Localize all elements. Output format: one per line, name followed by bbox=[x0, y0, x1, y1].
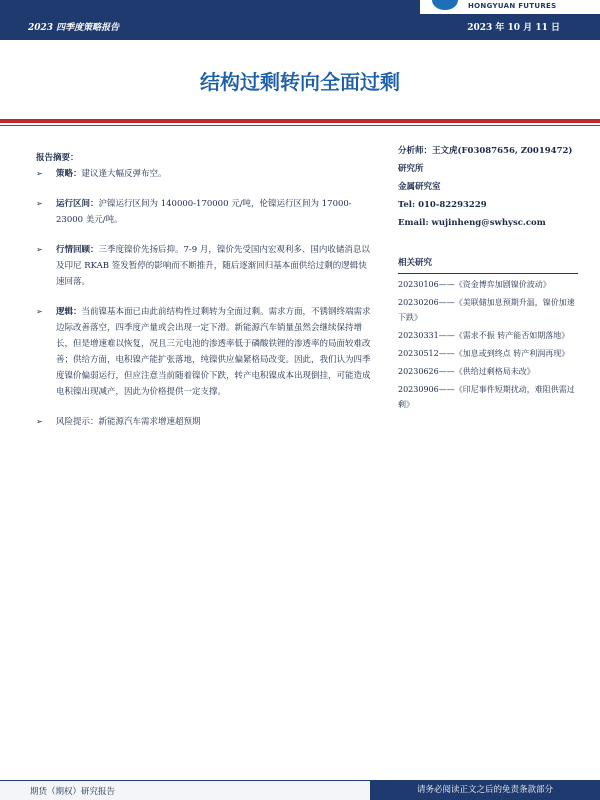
related-item[interactable]: 20230206——《美联储加息预期升温，镍价加速下跌》 bbox=[398, 298, 575, 322]
sidebar-column bbox=[398, 142, 578, 412]
brand-name: HONGYUAN FUTURES bbox=[468, 2, 557, 10]
title-divider-thin bbox=[0, 125, 600, 126]
summary-column bbox=[36, 150, 372, 430]
dept-line: 金属研究室 bbox=[398, 182, 441, 192]
summary-heading: 报告摘要： bbox=[36, 153, 79, 163]
item-text: 当前镍基本面已由此前结构性过剩转为全面过剩。需求方面，不锈钢终端需求边际改善落空，四季度产量或会出现一定下滑。新能源汽车销量虽然会继续保持增长，但是增速难以恢复，况且三元电池的渗透率低于磷酸铁锂的渗透率的局面较难改善；供给方面，电积镍产能扩张落地，纯镍供应偏紧格局改变。因此，我们认为四季度镍价偏弱运行，但应注意当前随着镍价下跌，转产电积镍成本出现倒挂，可能造成电积镍出现减产，因此为价格提供一定支撑。 bbox=[56, 307, 371, 397]
brand-logo bbox=[420, 0, 600, 14]
item-text: 三季度镍价先扬后抑。7-9 月，镍价先受国内宏观利多、国内收储消息以及印尼 RKAB 签发暂停的影响而不断推升，随后逐渐回归基本面供给过剩的逻辑快速回落。 bbox=[56, 245, 370, 287]
arrow-bullet-icon: ➢ bbox=[36, 169, 43, 178]
report-date: 2023 年 10 月 11 日 bbox=[467, 23, 560, 33]
summary-item bbox=[36, 304, 372, 400]
dept-line: 研究所 bbox=[398, 164, 424, 174]
item-label: 行情回顾： bbox=[56, 245, 99, 255]
risk-text: 风险提示：新能源汽车需求增速超预期 bbox=[56, 417, 201, 427]
footer-disclaimer: 请务必阅读正文之后的免责条款部分 bbox=[370, 781, 600, 800]
related-item[interactable]: 20230512——《加息或到终点 转产利润再现》 bbox=[398, 349, 570, 358]
summary-item bbox=[36, 196, 372, 228]
arrow-bullet-icon: ➢ bbox=[36, 417, 43, 426]
related-item[interactable]: 20230626——《供给过剩格局未改》 bbox=[398, 367, 535, 376]
footer-left-text: 期货（期权）研究报告 bbox=[30, 787, 116, 797]
summary-item bbox=[36, 414, 372, 430]
related-item[interactable]: 20230906——《印尼事件短期扰动，难阻供需过剩》 bbox=[398, 385, 575, 409]
report-type: 2023 四季度策略报告 bbox=[28, 23, 120, 33]
related-item[interactable]: 20230331——《需求不振 转产能否如期落地》 bbox=[398, 331, 570, 340]
page-title: 结构过剩转向全面过剩 bbox=[200, 70, 400, 94]
title-divider bbox=[0, 119, 600, 123]
logo-icon bbox=[432, 0, 458, 10]
item-label: 运行区间： bbox=[56, 199, 99, 209]
item-label: 逻辑： bbox=[56, 307, 82, 317]
summary-item bbox=[36, 242, 372, 290]
email-line: Email: wujinheng@swhysc.com bbox=[398, 218, 546, 228]
arrow-bullet-icon: ➢ bbox=[36, 245, 43, 254]
tel-line: Tel: 010-82293229 bbox=[398, 200, 487, 210]
analyst-line: 分析师：王文虎(F03087656, Z0019472) bbox=[398, 146, 573, 156]
item-text: 沪镍运行区间为 140000-170000 元/吨，伦镍运行区间为 17000-23000 美元/吨。 bbox=[56, 199, 352, 225]
summary-item bbox=[36, 166, 372, 182]
related-heading: 相关研究 bbox=[398, 254, 578, 274]
arrow-bullet-icon: ➢ bbox=[36, 199, 43, 208]
item-text: 建议逢大幅反弹布空。 bbox=[81, 169, 167, 179]
related-item[interactable]: 20230106——《资金博弈加剧镍价波动》 bbox=[398, 280, 551, 289]
footer bbox=[0, 781, 600, 800]
arrow-bullet-icon: ➢ bbox=[36, 307, 43, 316]
item-label: 策略： bbox=[56, 169, 82, 179]
